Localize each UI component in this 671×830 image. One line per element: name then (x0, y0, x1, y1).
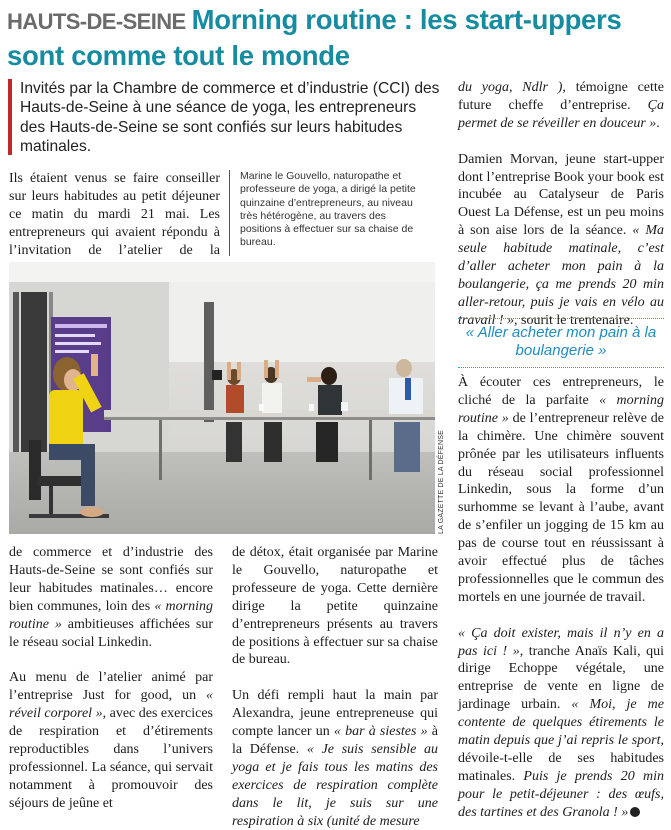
quote-run: « morning routine » (458, 392, 665, 426)
column-3-top (458, 79, 664, 330)
yoga-session-photo (9, 262, 435, 534)
paragraph (458, 374, 664, 607)
paragraph (232, 687, 438, 830)
lead-accent-bar (8, 79, 12, 155)
article-header (7, 3, 667, 73)
text-run: , sourit le trentenaire. (514, 312, 634, 328)
text-run: Au menu de l’atelier animé par l’entreprise Just for good, un (9, 670, 213, 704)
quote-run: « Ma seule habitude matinale, c’est d’aller acheter mon pain à la boulangerie, ça me prends 20 min aller-retour, puis je vais en vélo au travail ! » (458, 223, 664, 328)
paragraph: Ils étaient venus se faire conseiller sur leurs habitudes au petit déjeuner ce matin du mardi 21 mai. Les entrepreneurs qui avaient répondu à l’invitation de l’atelier de la (9, 171, 220, 258)
text-run: témoigne cette future cheffe d’entreprise. (458, 80, 664, 113)
paragraph (458, 151, 664, 330)
text-run: de commerce et d’industrie des Hauts-de-Seine se sont confiés sur leur habitudes matinales… encore bien communes, loin des (9, 545, 213, 614)
text-run: Damien Morvan, jeune start-upper dont l’entreprise Book your book est incubée au Catalyseur de Paris Ouest La Défense, est un peu moins à son aise lors de la séance. (458, 151, 664, 239)
photo-credit: LA GAZETTE DE LA DÉFENSE (438, 430, 445, 534)
paragraph (458, 625, 664, 822)
text-run: à la Défense. (232, 724, 438, 757)
text-run: À écouter ces entrepreneurs, le cliché de la parfaite (458, 375, 664, 408)
quote-run: « Ça doit exister, mais il n’y en a pas ici ! » (458, 625, 664, 659)
quote-run: « Je suis sensible au yoga et je fais tous les matins des exercices de respiration complète dans le lit, je suis sur une respiration à six (unité de mesure (232, 741, 438, 829)
column-1-bottom (9, 544, 213, 813)
paragraph (9, 669, 213, 812)
caption-rule (229, 170, 230, 256)
paragraph (458, 79, 664, 133)
photo-caption: Marine le Gouvello, naturopathe et professeure de yoga, a dirigé la petite quinzaine d’entrepreneurs, au niveau très hétérogène, au travers des positions à effectuer sur sa chaise de bureau. (240, 170, 416, 249)
paragraph: de détox, était organisée par Marine le Gouvello, naturopathe et professeure de yoga. Cette dernière dirige la petite quinzaine d’entrepreneurs présents au travers de positions à effectuer sur sa chaise de bureau. (232, 545, 438, 668)
section-label: HAUTS-DE-SEINE (7, 9, 186, 34)
text-run: , tranche Anaïs Kali, qui dirige Echoppe végétale, une entreprise de vente en ligne de jardinage urbain. (458, 643, 665, 713)
paragraph (9, 544, 213, 651)
headline-line-2: sont comme tout le monde (7, 40, 350, 71)
headline-text-1: Morning routine : les start-uppers (191, 4, 622, 35)
quote-run: « Moi, je me contente de quelques étirements le matin depuis que j’ai repris le sport, (458, 697, 664, 749)
quote-run: « réveil corporel » (9, 688, 213, 722)
quote-run: Puis je prends 20 min pour le petit-déjeuner : des œufs, des tartines et des Granola ! » (458, 768, 664, 820)
column-3-bottom (458, 374, 664, 822)
article-photo (9, 262, 435, 534)
quote-run: Ça permet de se réveiller en douceur » (458, 97, 664, 131)
quote-run: du yoga, Ndlr ), (458, 80, 566, 95)
lead-paragraph: Invités par la Chambre de commerce et d’industrie (CCI) des Hauts-de-Seine à une séance de yoga, les entrepreneurs des Hauts-de-Seine se sont confiés sur leurs habitudes matinales. (20, 80, 440, 156)
quote-run: « bar à siestes » (333, 724, 428, 740)
column-2-bottom (232, 544, 438, 830)
pull-quote: « Aller acheter mon pain à la boulangerie » (458, 318, 664, 368)
headline-line-1 (7, 3, 667, 39)
text-run: ambitieuses affichées sur le réseau social Linkedin. (9, 616, 213, 650)
text-run: de l’entrepreneur relève de la chimère. Une chimère souvent prônée par les utilisateurs influents du réseau social professionnel Linkedin, sous la forme d’un surhomme se levant à l’aube, avant de s’enfiler un jogging de 15 km au pas de course tout en réussissant à avoir effectué plus de tâches professionnelles que le commun des mortels en une journée de travail. (458, 410, 665, 605)
quote-run: « morning routine » (9, 598, 214, 632)
text-run: dévoile-t-elle de ses habitudes matinales. (458, 751, 664, 784)
text-run: Un défi rempli haut la main par Alexandra, jeune entrepreneuse qui compte lancer un (232, 688, 438, 740)
end-of-article-icon (630, 807, 640, 817)
text-run: . (656, 115, 660, 131)
text-run: , avec des exercices de respiration et d’étirements reproductibles dans l’univers professionnel. La séance, qui servait notamment à promouvoir des séjours de jeûne et (9, 706, 213, 811)
